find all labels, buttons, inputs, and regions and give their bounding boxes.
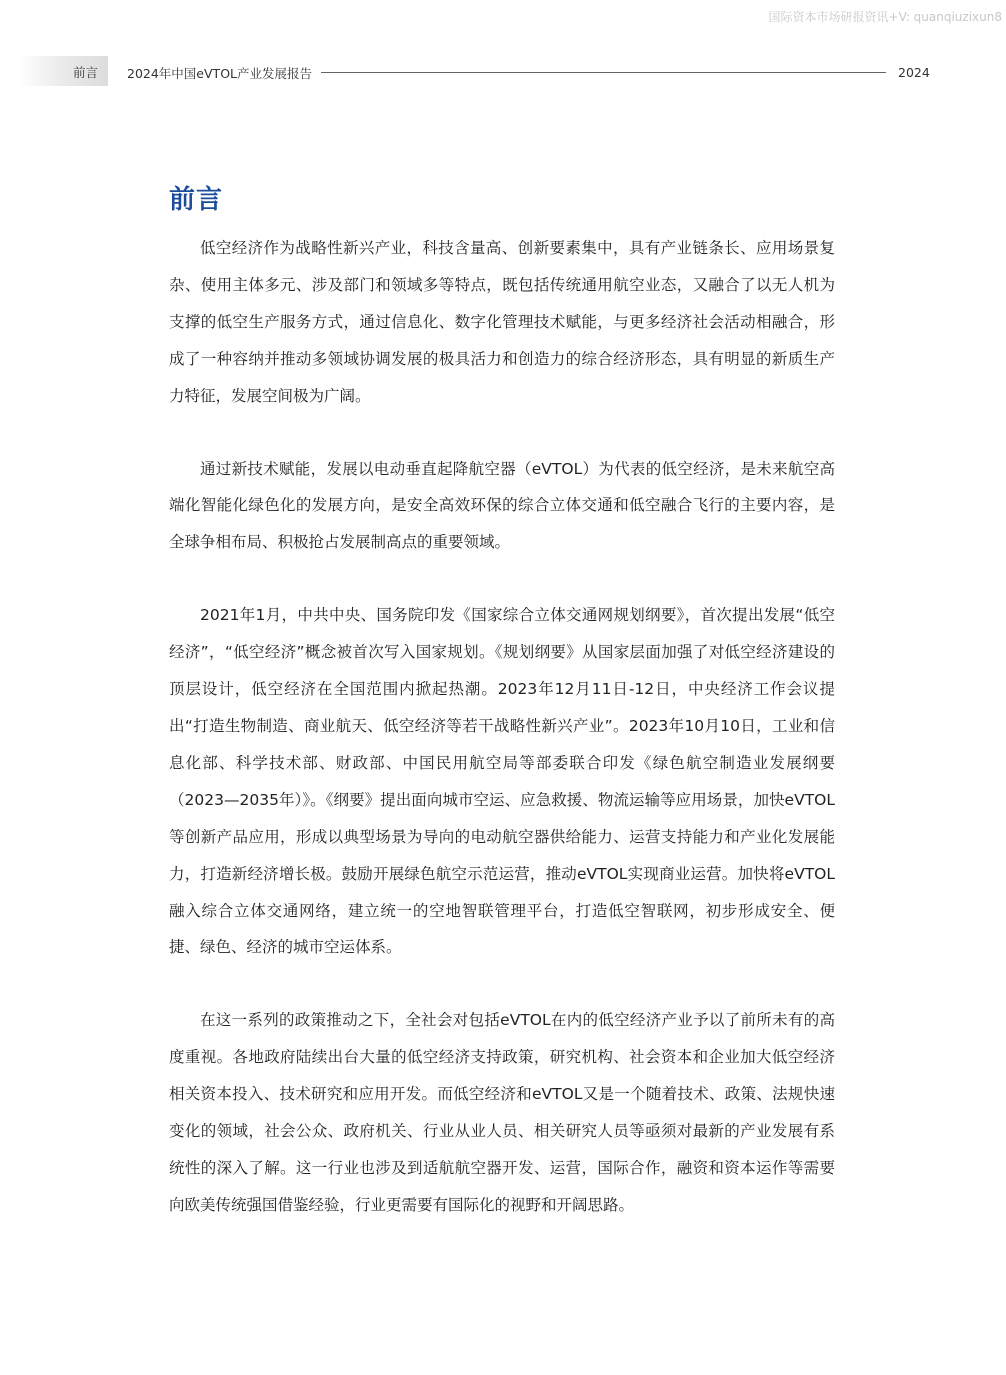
page-title: 前言	[169, 185, 224, 215]
section-tab	[18, 56, 108, 86]
paragraph-1: 低空经济作为战略性新兴产业，科技含量高、创新要素集中，具有产业链条长、应用场景复杂、使用主体多元、涉及部门和领域多等特点，既包括传统通用航空业态，又融合了以无人机为支撑的低空生产服务方式，通过信息化、数字化管理技术赋能，与更多经济社会活动相融合，形成了一种容纳并推动多领域协调发展的极具活力和创造力的综合经济形态，具有明显的新质生产力特征，发展空间极为广阔。	[169, 239, 835, 405]
section-label: 前言	[72, 65, 98, 80]
paragraph-4: 在这一系列的政策推动之下，全社会对包括eVTOL在内的低空经济产业予以了前所未有的高度重视。各地政府陆续出台大量的低空经济支持政策，研究机构、社会资本和企业加大低空经济相关资本投入、技术研究和应用开发。而低空经济和eVTOL又是一个随着技术、政策、法规快速变化的领域，社会公众、政府机关、行业从业人员、相关研究人员等亟须对最新的产业发展有系统性的深入了解。这一行业也涉及到适航航空器开发、运营，国际合作，融资和资本运作等需要向欧美传统强国借鉴经验，行业更需要有国际化的视野和开阔思路。	[169, 1011, 835, 1214]
watermark-text: 国际资本市场研报资讯+V: quanqiuzixun8	[768, 10, 1002, 24]
paragraph-2: 通过新技术赋能，发展以电动垂直起降航空器（eVTOL）为代表的低空经济，是未来航空高端化智能化绿色化的发展方向，是安全高效环保的综合立体交通和低空融合飞行的主要内容，是全球争相布局、积极抢占发展制高点的重要领域。	[169, 459, 835, 552]
main-content	[169, 180, 835, 1260]
page-header	[0, 56, 1006, 88]
header-divider	[321, 72, 886, 73]
paragraph-3: 2021年1月，中共中央、国务院印发《国家综合立体交通网规划纲要》，首次提出发展“低空经济”，“低空经济”概念被首次写入国家规划。《规划纲要》从国家层面加强了对低空经济建设的顶层设计，低空经济在全国范围内掀起热潮。2023年12月11日-12日，中央经济工作会议提出“打造生物制造、商业航天、低空经济等若干战略性新兴产业”。2023年10月10日，工业和信息化部、科学技术部、财政部、中国民用航空局等部委联合印发《绿色航空制造业发展纲要（2023—2035年）》。《纲要》提出面向城市空运、应急救援、物流运输等应用场景，加快eVTOL等创新产品应用，形成以典型场景为导向的电动航空器供给能力、运营支持能力和产业化发展能力，打造新经济增长极。鼓励开展绿色航空示范运营，推动eVTOL实现商业运营。加快将eVTOL融入综合立体交通网络，建立统一的空地智联管理平台，打造低空智联网，初步形成安全、便捷、绿色、经济的城市空运体系。	[169, 606, 835, 957]
year-label: 2024	[898, 65, 930, 80]
report-title: 2024年中国eVTOL产业发展报告	[127, 66, 312, 81]
